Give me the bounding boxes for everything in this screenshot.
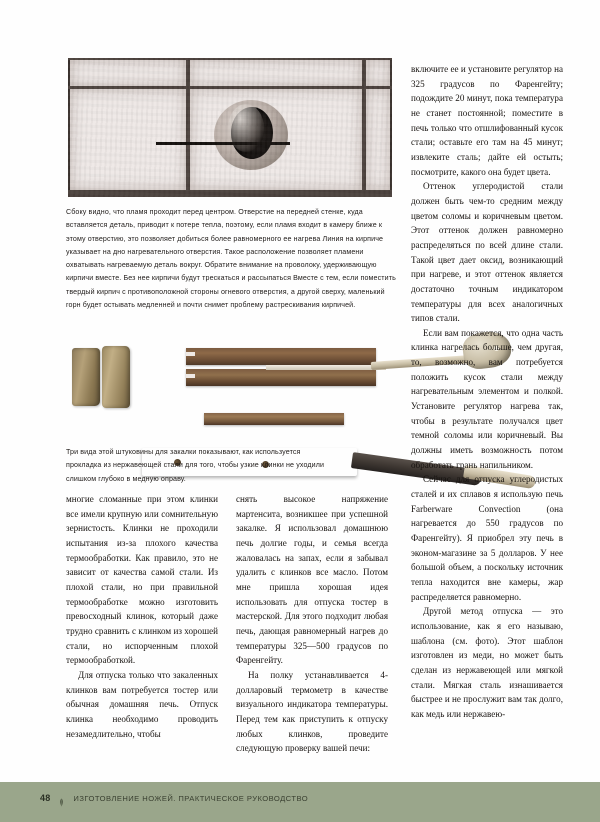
jig-copper-block-right	[102, 346, 130, 408]
jig-stainless-shim	[266, 365, 386, 370]
firebrick-forge-photo	[68, 58, 392, 197]
figure-caption-forge: Сбоку видно, что пламя проходит перед центром. Отверстие на передней стенке, куда вставляется деталь, приводит к потере тепла, поэтому, если пламя входит в камеру ближе к этому отверстию, это позволяет добиться более равномерного ее нагрева Линия на кирпиче указывает на дно нагревательного отверстия. Такое расположение позволяет пламени охватывать нагреваемую деталь вокруг. Обратите внимание на проволоку, удерживающую кирпичи вместе. Без нее кирпичи будут трескаться и рассыпаться Вместе с тем, если поместить твердый кирпич с противоположной стороны огневого отверстия, а другой сверху, маленький горн будет остывать медленней и почти снимет проблему растрескивания кирпичей.	[66, 208, 396, 310]
body-column-right	[411, 62, 563, 722]
jig-notch-upper	[186, 352, 195, 356]
paragraph: Для отпуска только что закаленных клинков вам потребуется тостер или обычная домашняя печь. Отпуск клинка необходимо проводить незамедлительно, чтобы	[66, 669, 218, 739]
page-footer	[0, 782, 600, 822]
depth-indicator-line	[156, 142, 290, 145]
paragraph: снять высокое напряжение мартенсита, возникшее при успешной закалке. Я использовал домашнюю печь долгие годы, и семья всегда жаловалась на запах, если я забывал удалить с клинков все масло. Потом мне пришла хорошая идея использовать для отпуска тостер в мастерской. Для этого подходит любая печь, дающая равномерный нагрев до температуры 325—500 градусов по Фаренгейту.	[236, 494, 388, 666]
paragraph: включите ее и установите регулятор на 325 градусов по Фаренгейту; подождите 20 минут, пока температура не станет постоянной; поместите в печь только что отшлифованный кусок стали; оставьте его там на 45 минут; извлеките сталь; дайте ей остыть; посмотрите, какого она будет цвета.	[411, 64, 563, 177]
paragraph: Оттенок углеродистой стали должен быть чем-то средним между цветом соломы и коричневым цветом. Этот оттенок должен равномерно распределяться по всей длине стали. Такой цвет дает оксид, возникающий при нагреве, и этот оттенок является достаточно точным индикатором температуры для всех аналогичных типов стали.	[411, 181, 563, 324]
figure-caption-jig: Три вида этой штуковины для закалки показывают, как используется прокладка из нержавеющей стали для того, чтобы узкие клинки не уходили слишком глубоко в медную оправу.	[66, 448, 325, 483]
paragraph: Другой метод отпуска — это использование, как я его называю, шаблона (см. фото). Этот шаблон изготовлен из меди, но может быть сделан из нержавеющей или мягкой стали. Мягкая сталь изнашивается быстрее и не прослужит вам так долго, как медь или нержавею-	[411, 606, 563, 719]
jig-notch-lower	[186, 374, 195, 378]
page-number: 48	[40, 793, 51, 803]
paragraph: многие сломанные при этом клинки все имели крупную или сомнительную зернистость. Клинки не проходили испытания из-за плохого качества термообработки. Как правило, это не зависит от качества самой стали. Из плохой стали, но при правильной термообработке можно изготовить превосходный клинок, который даже трудно сравнить с клинком из хорошей стали, но испорченным плохой термообработкой.	[66, 494, 218, 666]
book-title: ИЗГОТОВЛЕНИЕ НОЖЕЙ. ПРАКТИЧЕСКОЕ РУКОВОДСТВО	[73, 793, 309, 803]
jig-single-bar	[204, 413, 344, 425]
leaf-icon	[57, 794, 66, 803]
footer-content	[40, 793, 308, 803]
jig-assembled-bottom-jaw	[186, 369, 376, 386]
paragraph: На полку устанавливается 4-долларовый термометр в качестве визуального индикатора температуры. Перед тем как приступить к отпуску любых клинков, проведите следующую проверку вашей печи:	[236, 669, 388, 754]
paragraph: Если вам покажется, что одна часть клинка нагрелась больше, чем другая, то, возможно, вам потребуется положить кусок стали между нагревательным элементом и полкой. Установите регулятор нагрева так, чтобы в результате получался цвет темной соломы или коричневый. Вы должны иметь возможность потом обработать грань напильником.	[411, 327, 563, 470]
jig-assembled-top-jaw	[186, 348, 376, 365]
body-column-bottom-middle	[236, 492, 388, 756]
paragraph: Сейчас для отпуска углеродистых сталей и их сплавов я использую печь Farberware Convection (она нагревается до 550 градусов по Фаренгейту). Я приобрел эту печь в эконом-магазине за 5 долларов. У нее большой объем, а поскольку источник тепла находится вне камеры, жар распределяется равномерно.	[411, 474, 563, 602]
jig-copper-block-left	[72, 348, 100, 406]
body-column-bottom-left	[66, 492, 218, 741]
